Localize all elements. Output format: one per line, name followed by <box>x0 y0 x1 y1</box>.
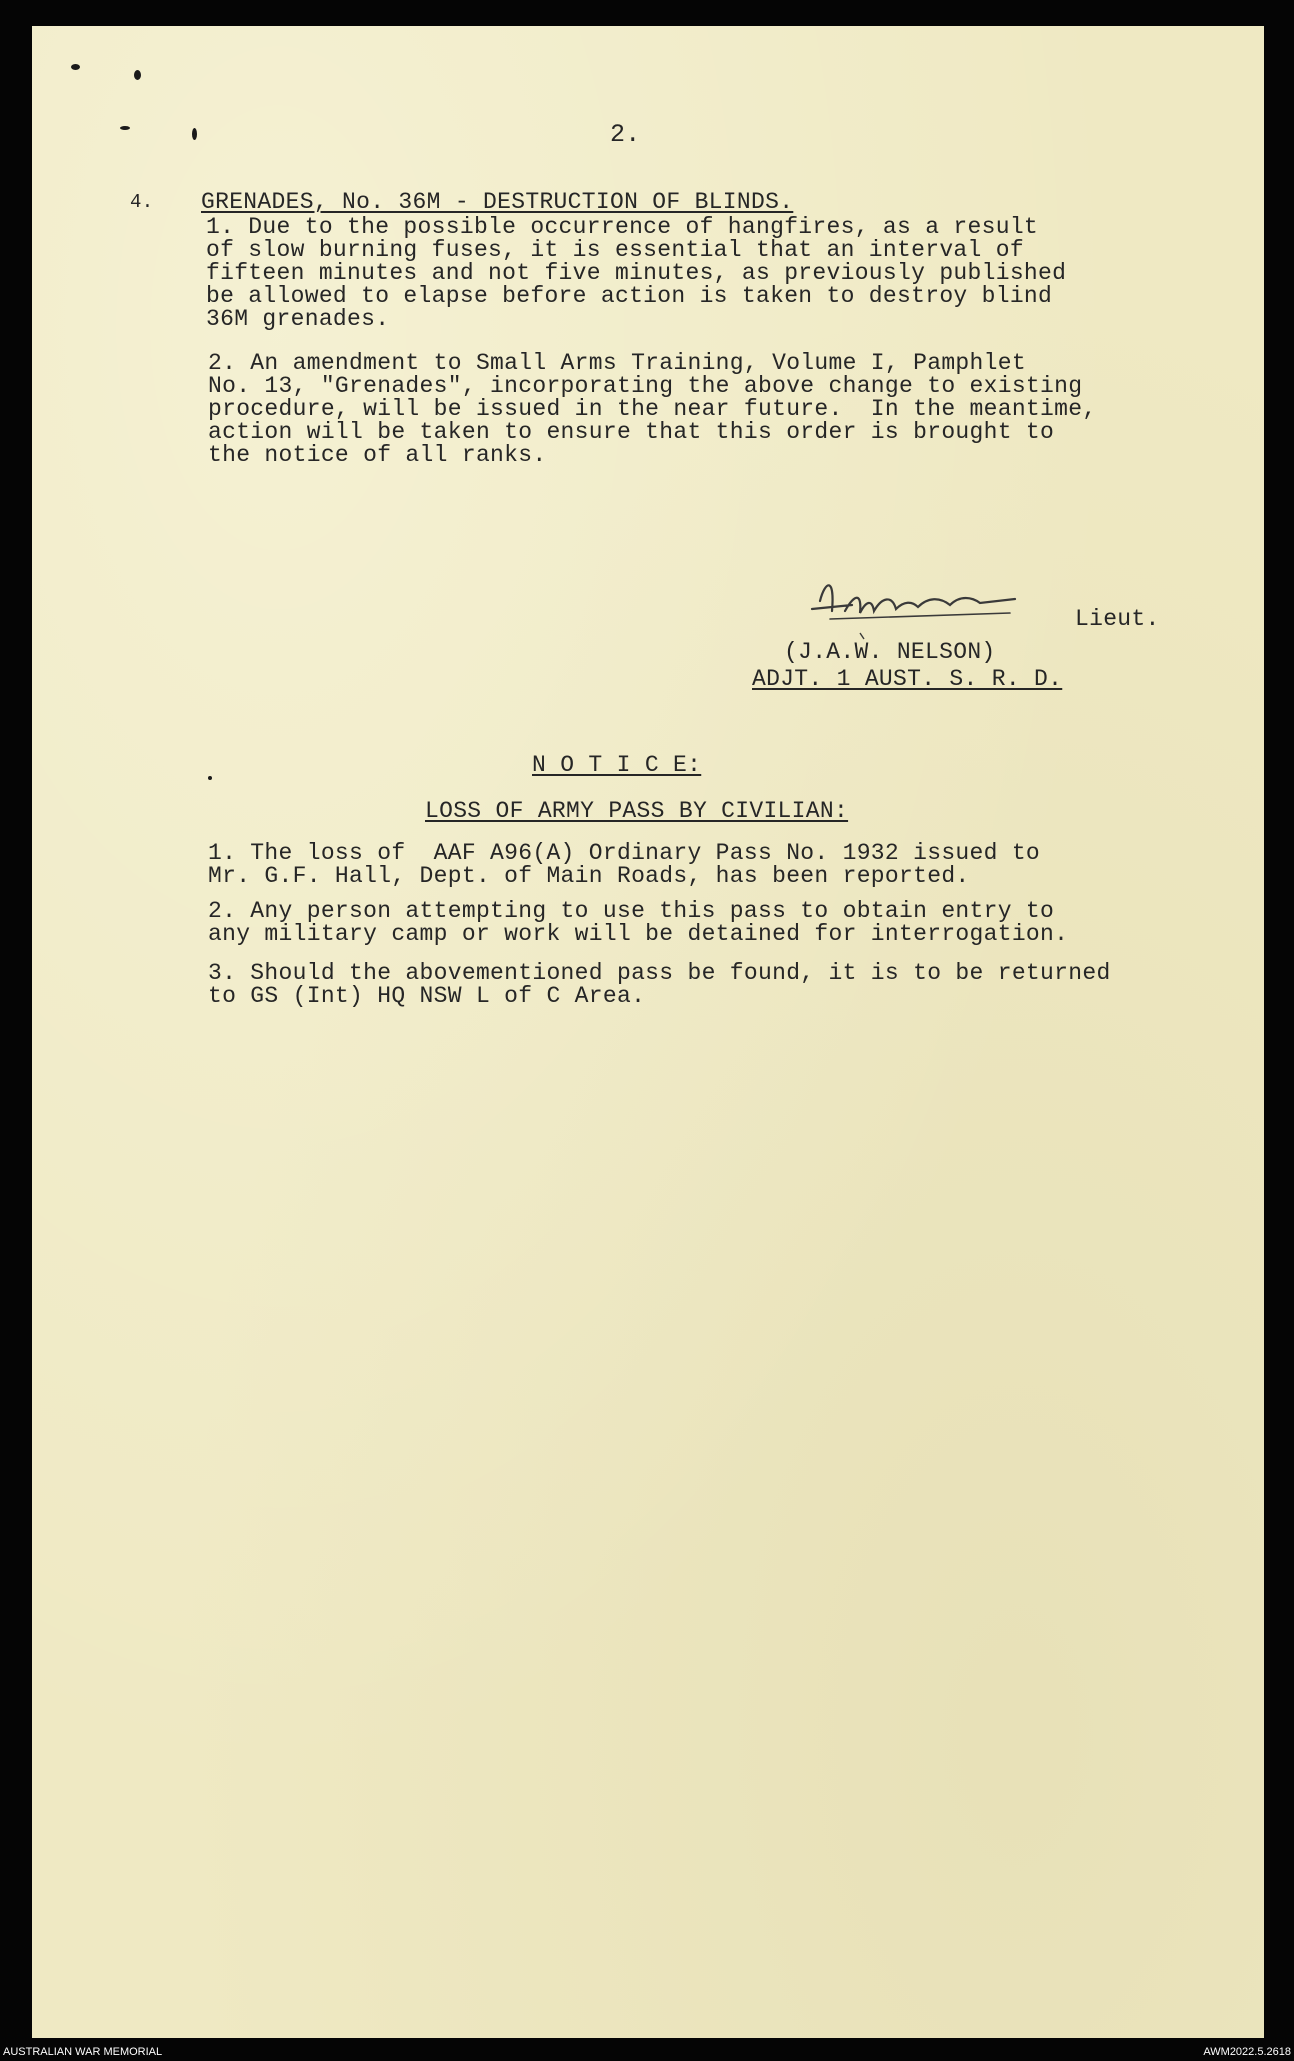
text-line: procedure, will be issued in the near future. In the meantime, <box>208 396 1097 422</box>
signatory-name: (J.A.W. NELSON) <box>784 639 996 665</box>
text-line: of slow burning fuses, it is essential that an interval of <box>206 237 1024 263</box>
ink-speck <box>134 70 141 80</box>
text-line: Mr. G.F. Hall, Dept. of Main Roads, has been reported. <box>208 863 970 889</box>
text-line: the notice of all ranks. <box>208 442 547 468</box>
text-line: action will be taken to ensure that this order is brought to <box>208 419 1055 445</box>
section-marker: 4. <box>130 191 154 213</box>
page-number: 2. <box>610 120 641 149</box>
text-line: 2. An amendment to Small Arms Training, Volume I, Pamphlet <box>208 350 1026 376</box>
text-line: fifteen minutes and not five minutes, as previously published <box>206 260 1067 286</box>
archive-reference: AWM2022.5.2618 <box>1203 2046 1291 2058</box>
text-line: 2. Any person attempting to use this pass to obtain entry to <box>208 898 1055 924</box>
text-line: 3. Should the abovementioned pass be found, it is to be returned <box>208 960 1111 986</box>
text-line: be allowed to elapse before action is taken to destroy blind <box>206 283 1053 309</box>
text-line: 1. Due to the possible occurrence of hangfires, as a result <box>206 214 1039 240</box>
section-heading: GRENADES, No. 36M - DESTRUCTION OF BLINDS. <box>201 189 794 215</box>
notice-heading: N O T I C E: <box>532 752 702 778</box>
ink-speck <box>120 126 130 130</box>
notice-subheading: LOSS OF ARMY PASS BY CIVILIAN: <box>425 798 849 824</box>
text-line: 1. The loss of AAF A96(A) Ordinary Pass No. 1932 issued to <box>208 840 1041 866</box>
signatory-rank: Lieut. <box>1075 606 1160 632</box>
archive-footer <box>0 2038 1294 2061</box>
document-page <box>32 26 1264 2038</box>
ink-speck <box>208 776 212 780</box>
text-line: 36M grenades. <box>206 306 390 332</box>
text-line: to GS (Int) HQ NSW L of C Area. <box>208 983 646 1009</box>
text-line: any military camp or work will be detained for interrogation. <box>208 921 1069 947</box>
signatory-title: ADJT. 1 AUST. S. R. D. <box>752 666 1063 692</box>
text-line: No. 13, "Grenades", incorporating the above change to existing <box>208 373 1083 399</box>
ink-speck <box>71 64 80 70</box>
ink-speck <box>192 128 197 140</box>
archive-name: AUSTRALIAN WAR MEMORIAL <box>3 2046 163 2058</box>
